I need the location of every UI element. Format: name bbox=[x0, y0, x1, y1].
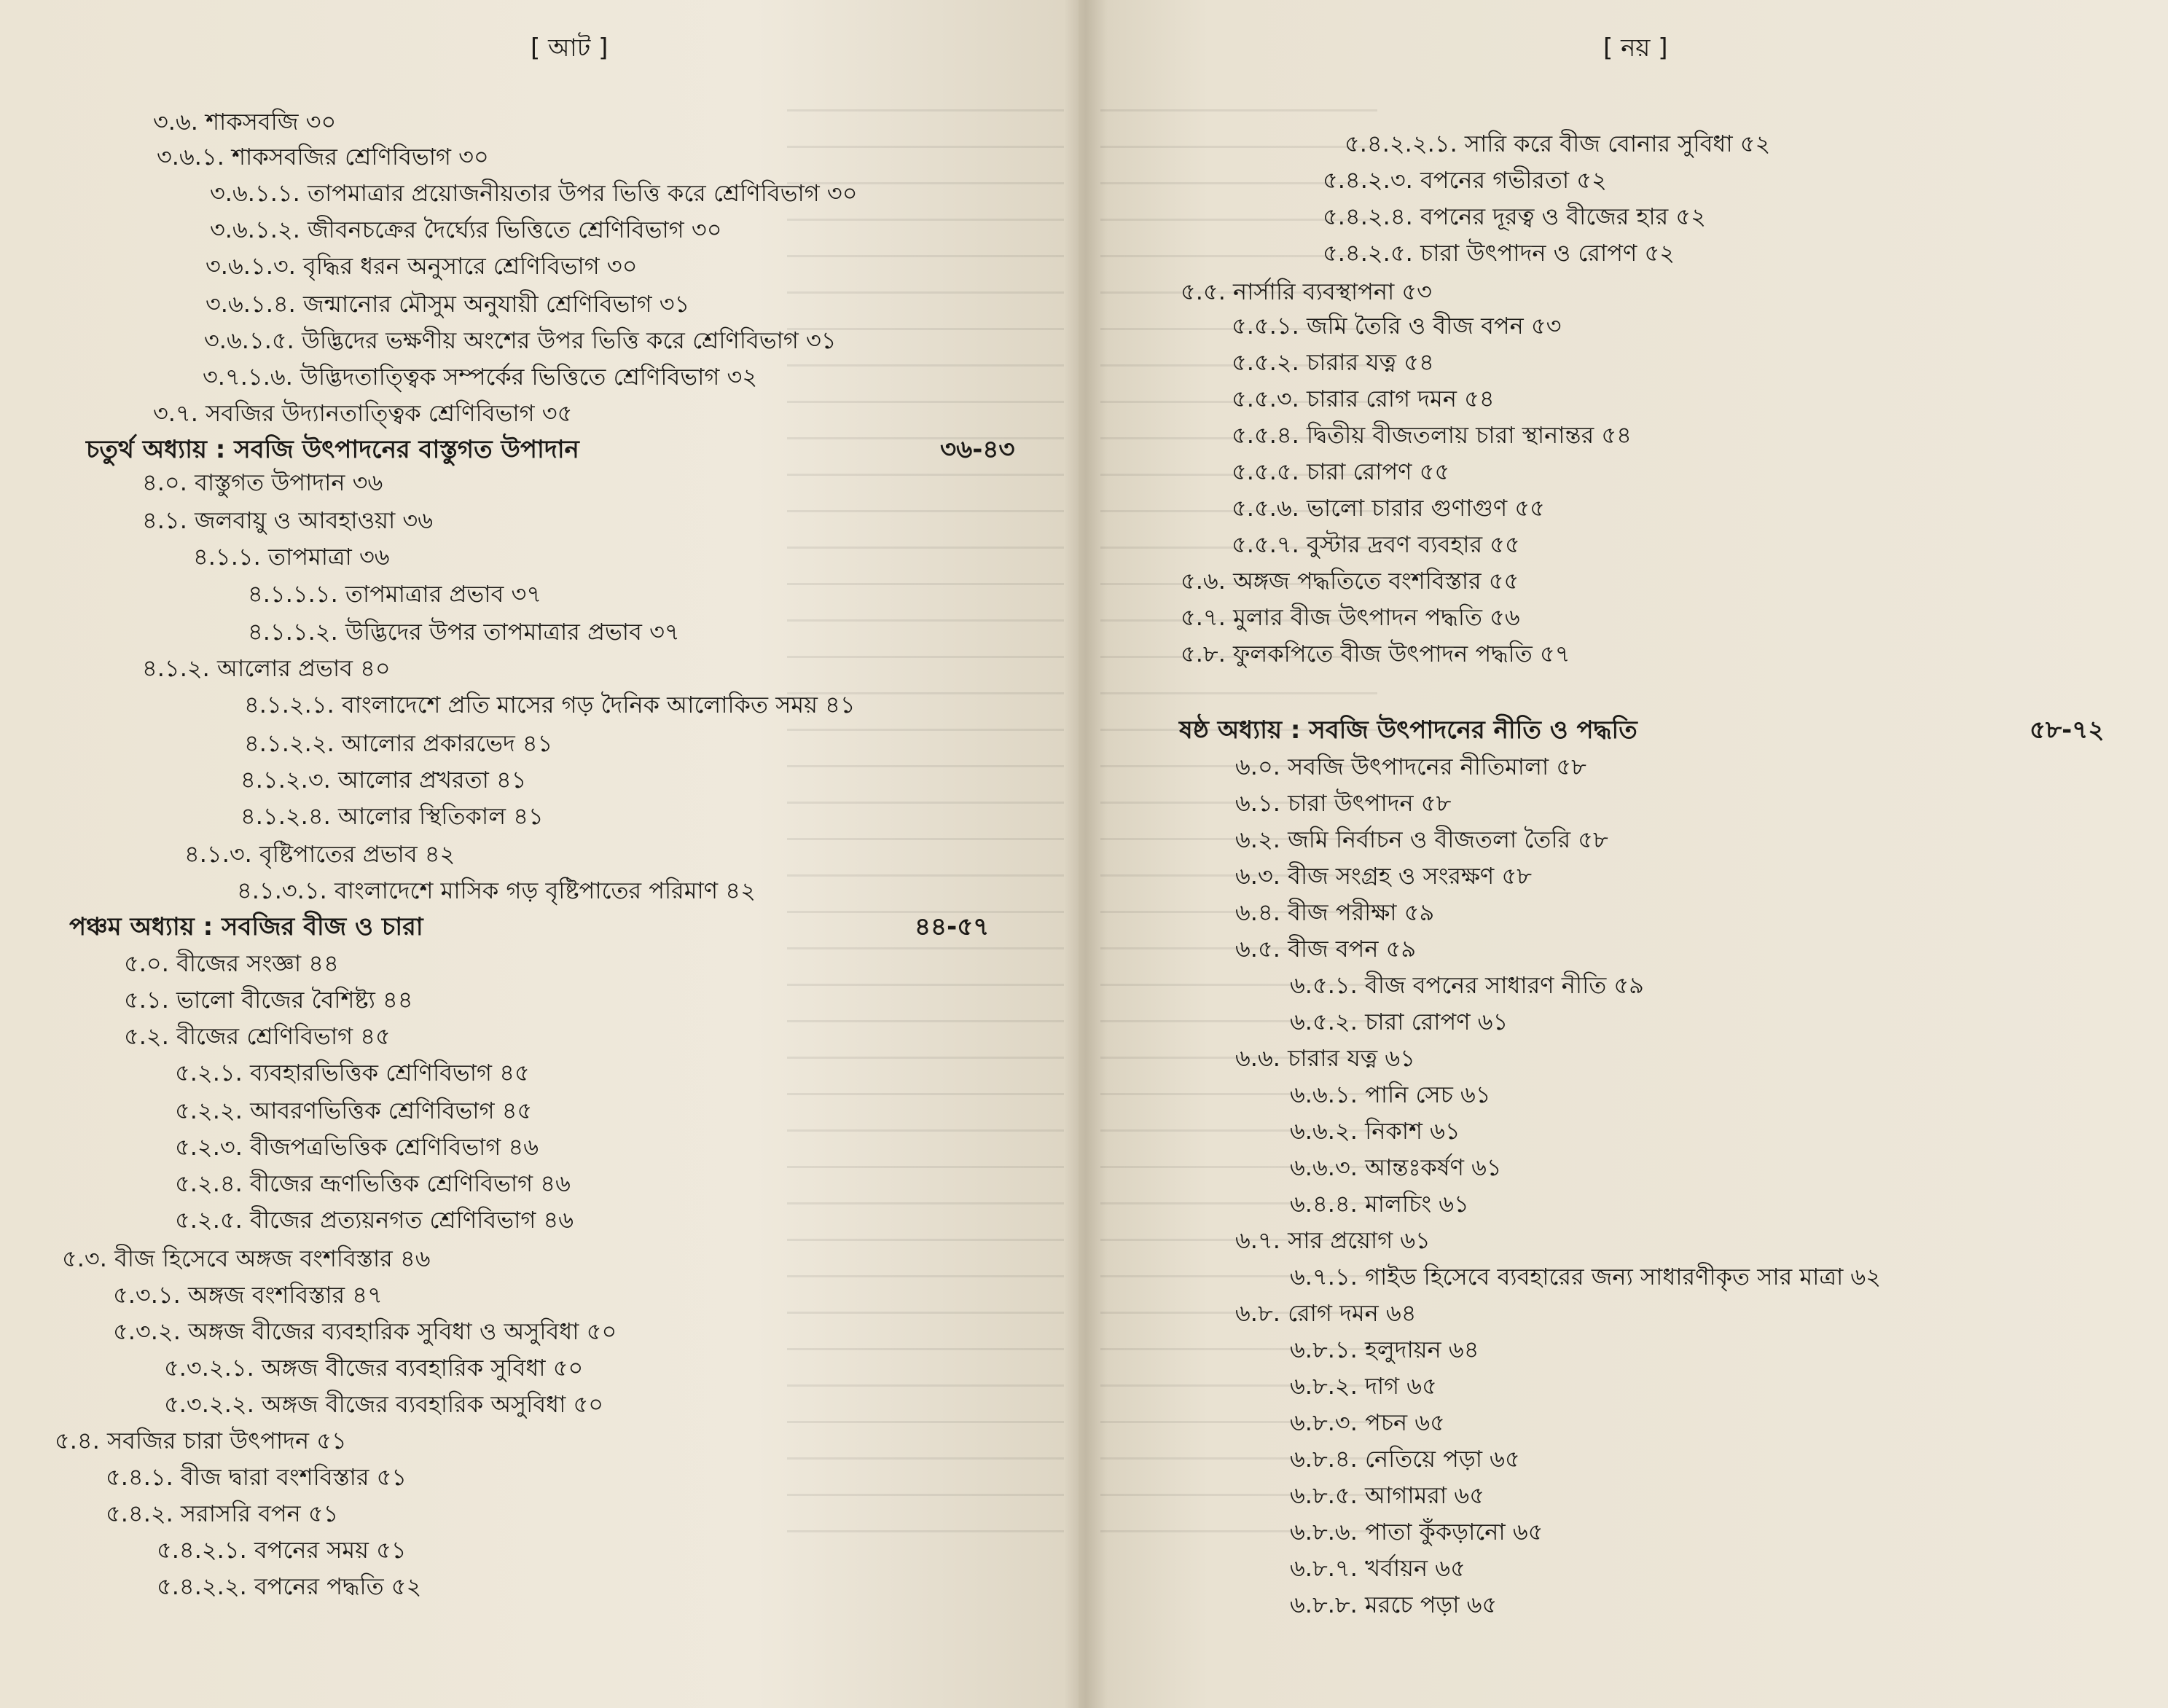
toc-entry: ৫.২.২. আবরণভিত্তিক শ্রেণিবিভাগ ৪৫ bbox=[175, 1097, 533, 1124]
toc-entry: ৫.৫. নার্সারি ব্যবস্থাপনা ৫৩ bbox=[1181, 278, 1432, 305]
toc-entry: ৪.১.২.৩. আলোর প্রখরতা ৪১ bbox=[240, 766, 527, 794]
toc-entry: ৩.৬.১.১. তাপমাত্রার প্রয়োজনীয়তার উপর ভিত্তি করে শ্রেণিবিভাগ ৩০ bbox=[210, 179, 858, 207]
toc-entry: ৩.৭. সবজির উদ্যানতাত্ত্বিক শ্রেণিবিভাগ ৩৫ bbox=[153, 399, 573, 427]
toc-entry: ৩.৬.১.৩. বৃদ্ধির ধরন অনুসারে শ্রেণিবিভাগ ৩০ bbox=[206, 252, 638, 280]
toc-entry: ৪.০. বাস্তুগত উপাদান ৩৬ bbox=[142, 469, 383, 496]
toc-entry: ৬.৮.২. দাগ ৬৫ bbox=[1290, 1372, 1437, 1400]
chapter-page-range: ৫৮-৭২ bbox=[2030, 716, 2105, 745]
toc-entry: ৩.৬. শাকসবজি ৩০ bbox=[153, 108, 337, 136]
book-gutter bbox=[1064, 0, 1108, 1708]
left-page-header: [ আট ] bbox=[531, 34, 608, 63]
toc-entry: ৪.১.২.২. আলোর প্রকারভেদ ৪১ bbox=[244, 729, 553, 757]
toc-entry: ৬.৪.৪. মালচিং ৬১ bbox=[1290, 1190, 1469, 1218]
toc-entry: ৪.১.২. আলোর প্রভাব ৪০ bbox=[142, 654, 391, 682]
toc-entry: ৫.৩.১. অঙ্গজ বংশবিস্তার ৪৭ bbox=[113, 1281, 383, 1309]
chapter-page-range: ৪৪-৫৭ bbox=[915, 912, 990, 941]
toc-entry: ৬.৮.৪. নেতিয়ে পড়া ৬৫ bbox=[1290, 1445, 1520, 1473]
toc-entry: ৩.৬.১.২. জীবনচক্রের দৈর্ঘ্যের ভিত্তিতে শ্রেণিবিভাগ ৩০ bbox=[210, 216, 722, 243]
toc-entry: ৬.৮.১. হলুদায়ন ৬৪ bbox=[1290, 1336, 1479, 1363]
toc-entry: ৪.১. জলবায়ু ও আবহাওয়া ৩৬ bbox=[142, 506, 434, 534]
toc-entry: ৫.৪.২.১. বপনের সময় ৫১ bbox=[157, 1536, 407, 1564]
toc-entry: ৫.৩. বীজ হিসেবে অঙ্গজ বংশবিস্তার ৪৬ bbox=[62, 1245, 431, 1272]
toc-entry: ৫.৪.২.৩. বপনের গভীরতা ৫২ bbox=[1323, 166, 1607, 194]
toc-entry: ৫.৭. মুলার বীজ উৎপাদন পদ্ধতি ৫৬ bbox=[1181, 603, 1520, 631]
toc-entry: ৪.১.১.১. তাপমাত্রার প্রভাব ৩৭ bbox=[248, 580, 542, 608]
toc-entry: ৬.৫.২. চারা রোপণ ৬১ bbox=[1290, 1008, 1508, 1035]
toc-entry: ৫.৫.৬. ভালো চারার গুণাগুণ ৫৫ bbox=[1232, 494, 1545, 522]
toc-entry: ৫.৪.১. বীজ দ্বারা বংশবিস্তার ৫১ bbox=[106, 1463, 407, 1491]
toc-entry: ৫.৮. ফুলকপিতে বীজ উৎপাদন পদ্ধতি ৫৭ bbox=[1181, 640, 1570, 667]
toc-entry: ৬.২. জমি নির্বাচন ও বীজতলা তৈরি ৫৮ bbox=[1235, 826, 1608, 853]
toc-entry: ৬.৫.১. বীজ বপনের সাধারণ নীতি ৫৯ bbox=[1290, 971, 1644, 999]
toc-entry: ৩.৬.১.৫. উদ্ভিদের ভক্ষণীয় অংশের উপর ভিত্তি করে শ্রেণিবিভাগ ৩১ bbox=[204, 326, 837, 354]
toc-entry: ৬.৮. রোগ দমন ৬৪ bbox=[1235, 1299, 1417, 1327]
toc-entry: ৪.১.২.৪. আলোর স্থিতিকাল ৪১ bbox=[240, 802, 544, 830]
toc-entry: ৫.২.৫. বীজের প্রত্যয়নগত শ্রেণিবিভাগ ৪৬ bbox=[175, 1206, 574, 1234]
toc-entry: ৬.৬.১. পানি সেচ ৬১ bbox=[1290, 1081, 1491, 1108]
toc-entry: ৪.১.১. তাপমাত্রা ৩৬ bbox=[193, 543, 390, 571]
toc-entry: ৫.৪.২.২.১. সারি করে বীজ বোনার সুবিধা ৫২ bbox=[1345, 130, 1771, 157]
toc-entry: ৩.৬.১.৪. জন্মানোর মৌসুম অনুযায়ী শ্রেণিবিভাগ ৩১ bbox=[206, 290, 690, 318]
toc-entry: ৫.৪. সবজির চারা উৎপাদন ৫১ bbox=[55, 1427, 347, 1454]
toc-entry: ৫.২.১. ব্যবহারভিত্তিক শ্রেণিবিভাগ ৪৫ bbox=[175, 1059, 530, 1086]
toc-entry: ৬.৪. বীজ পরীক্ষা ৫৯ bbox=[1235, 898, 1435, 926]
toc-entry: ৬.৩. বীজ সংগ্রহ ও সংরক্ষণ ৫৮ bbox=[1235, 862, 1532, 890]
toc-entry: ৫.০. বীজের সংজ্ঞা ৪৪ bbox=[124, 949, 339, 977]
right-page bbox=[1079, 0, 2168, 1708]
toc-entry: ৫.৪.২.৪. বপনের দূরত্ব ও বীজের হার ৫২ bbox=[1323, 203, 1706, 230]
toc-entry: ৫.১. ভালো বীজের বৈশিষ্ট্য ৪৪ bbox=[124, 986, 413, 1014]
toc-entry: ৫.৫.১. জমি তৈরি ও বীজ বপন ৫৩ bbox=[1232, 312, 1562, 340]
left-page bbox=[0, 0, 1079, 1708]
toc-entry: ৫.৪.২.৫. চারা উৎপাদন ও রোপণ ৫২ bbox=[1323, 239, 1675, 267]
toc-entry: ৫.২.৪. বীজের ভ্রূণভিত্তিক শ্রেণিবিভাগ ৪৬ bbox=[175, 1170, 571, 1197]
toc-entry: ৫.২. বীজের শ্রেণিবিভাগ ৪৫ bbox=[124, 1022, 391, 1050]
toc-entry: ৫.৩.২.২. অঙ্গজ বীজের ব্যবহারিক অসুবিধা ৫০ bbox=[164, 1390, 604, 1418]
toc-entry: ৫.৫.৫. চারা রোপণ ৫৫ bbox=[1232, 458, 1450, 485]
chapter-heading: ষষ্ঠ অধ্যায় : সবজি উৎপাদনের নীতি ও পদ্ধতি bbox=[1179, 716, 1637, 745]
toc-entry: ৬.৭. সার প্রয়োগ ৬১ bbox=[1235, 1226, 1431, 1254]
toc-entry: ৫.৫.২. চারার যত্ন ৫৪ bbox=[1232, 348, 1434, 376]
toc-entry: ৬.৭.১. গাইড হিসেবে ব্যবহারের জন্য সাধারণীকৃত সার মাত্রা ৬২ bbox=[1290, 1263, 1882, 1290]
chapter-heading: চতুর্থ অধ্যায় : সবজি উৎপাদনের বাস্তুগত উপাদান bbox=[86, 435, 579, 464]
toc-entry: ৫.৩.২.১. অঙ্গজ বীজের ব্যবহারিক সুবিধা ৫০ bbox=[164, 1354, 584, 1382]
toc-entry: ৬.৮.৮. মরচে পড়া ৬৫ bbox=[1290, 1591, 1498, 1618]
toc-entry: ৫.২.৩. বীজপত্রভিত্তিক শ্রেণিবিভাগ ৪৬ bbox=[175, 1133, 539, 1161]
toc-entry: ৩.৬.১. শাকসবজির শ্রেণিবিভাগ ৩০ bbox=[157, 143, 489, 171]
toc-entry: ৬.৫. বীজ বপন ৫৯ bbox=[1235, 935, 1417, 963]
toc-entry: ৫.৬. অঙ্গজ পদ্ধতিতে বংশবিস্তার ৫৫ bbox=[1181, 567, 1519, 595]
toc-entry: ৬.৬.৩. আন্তঃকর্ষণ ৬১ bbox=[1290, 1153, 1502, 1181]
toc-entry: ৫.৩.২. অঙ্গজ বীজের ব্যবহারিক সুবিধা ও অসুবিধা ৫০ bbox=[113, 1317, 617, 1345]
toc-entry: ৩.৭.১.৬. উদ্ভিদতাত্ত্বিক সম্পর্কের ভিত্তিতে শ্রেণিবিভাগ ৩২ bbox=[203, 363, 758, 391]
toc-entry: ৪.১.৩. বৃষ্টিপাতের প্রভাব ৪২ bbox=[184, 840, 455, 868]
toc-entry: ৬.৮.৭. খর্বায়ন ৬৫ bbox=[1290, 1554, 1465, 1582]
toc-entry: ৫.৫.৩. চারার রোগ দমন ৫৪ bbox=[1232, 385, 1495, 412]
toc-entry: ৪.১.১.২. উদ্ভিদের উপর তাপমাত্রার প্রভাব ৩৭ bbox=[248, 618, 680, 646]
toc-entry: ৬.৬. চারার যত্ন ৬১ bbox=[1235, 1044, 1415, 1072]
toc-entry: ৪.১.৩.১. বাংলাদেশে মাসিক গড় বৃষ্টিপাতের পরিমাণ ৪২ bbox=[237, 877, 756, 904]
toc-entry: ৬.৮.৩. পচন ৬৫ bbox=[1290, 1409, 1445, 1436]
toc-entry: ৫.৫.৭. বুস্টার দ্রবণ ব্যবহার ৫৫ bbox=[1232, 530, 1520, 558]
chapter-page-range: ৩৬-৪৩ bbox=[940, 435, 1015, 464]
toc-entry: ৪.১.২.১. বাংলাদেশে প্রতি মাসের গড় দৈনিক আলোকিত সময় ৪১ bbox=[244, 691, 856, 718]
toc-entry: ৬.১. চারা উৎপাদন ৫৮ bbox=[1235, 789, 1452, 817]
toc-entry: ৫.৫.৪. দ্বিতীয় বীজতলায় চারা স্থানান্তর ৫৪ bbox=[1232, 421, 1632, 449]
toc-entry: ৬.৮.৬. পাতা কুঁকড়ানো ৬৫ bbox=[1290, 1518, 1543, 1546]
right-page-header: [ নয় ] bbox=[1603, 34, 1668, 63]
toc-entry: ৬.৬.২. নিকাশ ৬১ bbox=[1290, 1117, 1460, 1145]
toc-entry: ৫.৪.২. সরাসরি বপন ৫১ bbox=[106, 1500, 339, 1527]
toc-entry: ৫.৪.২.২. বপনের পদ্ধতি ৫২ bbox=[157, 1572, 422, 1600]
toc-entry: ৬.৮.৫. আগামরা ৬৫ bbox=[1290, 1481, 1484, 1509]
toc-entry: ৬.০. সবজি উৎপাদনের নীতিমালা ৫৮ bbox=[1235, 753, 1586, 780]
chapter-heading: পঞ্চম অধ্যায় : সবজির বীজ ও চারা bbox=[69, 912, 423, 941]
